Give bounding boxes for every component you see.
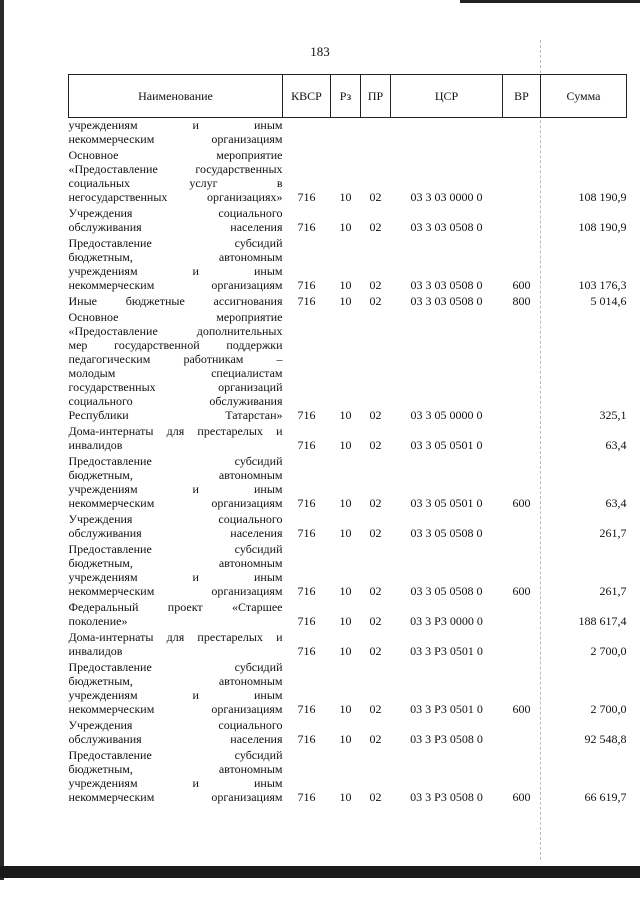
row-csr: 03 3 Р3 0000 0	[410, 614, 483, 628]
row-vr: 600	[512, 278, 531, 292]
row-kvsr: 716	[297, 190, 316, 204]
row-name-line: учреждениям и иным	[68, 776, 283, 790]
row-rz: 10	[339, 790, 352, 804]
row-name	[69, 234, 283, 292]
row-name-line: Федеральный проект «Старшее	[68, 600, 283, 614]
row-name-line: Дома-интернаты для престарелых и	[68, 630, 283, 644]
row-sum: 108 190,9	[578, 220, 627, 234]
row-rz: 10	[339, 190, 352, 204]
table-row	[69, 658, 627, 716]
row-kvsr: 716	[297, 278, 316, 292]
row-rz: 10	[339, 526, 352, 540]
row-sum: 63,4	[605, 496, 627, 510]
row-name-line: некоммерческим организациям	[68, 132, 283, 146]
row-vr	[503, 628, 541, 658]
row-csr: 03 3 05 0501 0	[410, 438, 483, 452]
table-row	[69, 146, 627, 204]
row-name-line: обслуживания населения	[68, 732, 283, 746]
row-name-line: некоммерческим организациям	[68, 584, 283, 598]
row-sum: 261,7	[599, 526, 627, 540]
row-name-line: бюджетным, автономным	[68, 762, 283, 776]
row-name-line: Основное мероприятие	[68, 310, 283, 324]
row-name-line: некоммерческим организациям	[68, 702, 283, 716]
row-csr: 03 3 05 0508 0	[410, 526, 483, 540]
row-vr: 600	[512, 702, 531, 716]
row-pr: 02	[369, 584, 382, 598]
row-csr: 03 3 03 0508 0	[410, 220, 483, 234]
row-rz: 10	[339, 278, 352, 292]
row-name-line: обслуживания населения	[68, 220, 283, 234]
table-row	[69, 292, 627, 308]
row-vr	[503, 598, 541, 628]
row-pr: 02	[369, 408, 382, 422]
row-name-line: Иные бюджетные ассигнования	[68, 294, 283, 308]
row-rz: 10	[339, 584, 352, 598]
table-body	[69, 118, 627, 805]
row-kvsr: 716	[297, 408, 316, 422]
row-pr: 02	[369, 220, 382, 234]
row-name-line: Предоставление субсидий	[68, 748, 283, 762]
row-name-line: Предоставление субсидий	[68, 660, 283, 674]
row-name-line: учреждениям и иным	[68, 118, 283, 132]
row-csr: 03 3 03 0508 0	[410, 294, 483, 308]
row-sum: 5 014,6	[590, 294, 627, 308]
row-sum: 261,7	[599, 584, 627, 598]
row-name-line: государственных организаций	[68, 380, 283, 394]
row-vr: 600	[512, 790, 531, 804]
header-rz: Рз	[331, 75, 361, 118]
row-name-line: «Предоставление дополнительных	[68, 324, 283, 338]
row-kvsr: 716	[297, 294, 316, 308]
row-pr: 02	[369, 278, 382, 292]
row-name-line: Республики Татарстан»	[68, 408, 283, 422]
row-name-line: некоммерческим организациям	[68, 496, 283, 510]
table-row	[69, 118, 627, 147]
row-pr: 02	[369, 526, 382, 540]
row-name	[69, 510, 283, 540]
row-kvsr: 716	[297, 496, 316, 510]
table-row	[69, 234, 627, 292]
page-number: 183	[310, 44, 330, 59]
row-name-line: мер государственной поддержки	[68, 338, 283, 352]
row-kvsr: 716	[297, 220, 316, 234]
row-name-line: Учреждения социального	[68, 512, 283, 526]
row-rz: 10	[339, 702, 352, 716]
table-row	[69, 308, 627, 422]
row-vr: 600	[512, 584, 531, 598]
header-name: Наименование	[69, 75, 283, 118]
row-rz: 10	[339, 496, 352, 510]
row-name-line: Учреждения социального	[68, 718, 283, 732]
table-row	[69, 452, 627, 510]
header-sum: Сумма	[541, 75, 627, 118]
row-name-line: «Предоставление государственных	[68, 162, 283, 176]
table-row	[69, 598, 627, 628]
row-vr	[503, 308, 541, 422]
row-kvsr: 716	[297, 790, 316, 804]
scan-bottom-edge	[0, 866, 640, 878]
row-name-line: Учреждения социального	[68, 206, 283, 220]
row-sum: 108 190,9	[578, 190, 627, 204]
row-pr: 02	[369, 790, 382, 804]
scan-top-mark	[460, 0, 640, 3]
row-vr	[503, 146, 541, 204]
row-name-line: бюджетным, автономным	[68, 674, 283, 688]
row-name-line: социальных услуг в	[68, 176, 283, 190]
row-kvsr: 716	[297, 584, 316, 598]
table-row	[69, 422, 627, 452]
row-name	[69, 658, 283, 716]
row-rz: 10	[339, 220, 352, 234]
row-csr: 03 3 05 0501 0	[410, 496, 483, 510]
row-name	[69, 598, 283, 628]
row-vr	[503, 118, 541, 147]
row-pr: 02	[369, 614, 382, 628]
row-sum	[541, 118, 627, 147]
row-pr: 02	[369, 496, 382, 510]
row-kvsr	[283, 118, 331, 147]
row-name-line: инвалидов	[68, 644, 123, 658]
row-vr	[503, 716, 541, 746]
row-name-line: бюджетным, автономным	[68, 250, 283, 264]
row-pr: 02	[369, 644, 382, 658]
row-csr: 03 3 Р3 0508 0	[410, 732, 483, 746]
row-sum: 66 619,7	[584, 790, 627, 804]
row-name-line: поколение»	[68, 614, 128, 628]
row-pr: 02	[369, 702, 382, 716]
row-name-line: инвалидов	[68, 438, 123, 452]
row-name-line: Предоставление субсидий	[68, 542, 283, 556]
row-sum: 2 700,0	[590, 644, 627, 658]
row-csr	[391, 118, 503, 147]
row-rz: 10	[339, 294, 352, 308]
row-kvsr: 716	[297, 438, 316, 452]
row-name	[69, 308, 283, 422]
header-vr: ВР	[503, 75, 541, 118]
budget-table	[68, 74, 627, 804]
row-name-line: учреждениям и иным	[68, 482, 283, 496]
row-name	[69, 746, 283, 804]
scan-left-edge	[0, 0, 4, 880]
header-pr: ПР	[361, 75, 391, 118]
table-row	[69, 628, 627, 658]
table-header-row	[69, 75, 627, 118]
table-row	[69, 746, 627, 804]
row-name	[69, 146, 283, 204]
row-name	[69, 452, 283, 510]
row-name	[69, 292, 283, 308]
row-csr: 03 3 Р3 0501 0	[410, 644, 483, 658]
row-name-line: бюджетным, автономным	[68, 468, 283, 482]
row-name	[69, 628, 283, 658]
header-kvsr: КВСР	[283, 75, 331, 118]
row-vr	[503, 422, 541, 452]
table-row	[69, 204, 627, 234]
row-rz: 10	[339, 732, 352, 746]
row-csr: 03 3 03 0000 0	[410, 190, 483, 204]
row-kvsr: 716	[297, 614, 316, 628]
row-kvsr: 716	[297, 526, 316, 540]
row-name-line: Предоставление субсидий	[68, 454, 283, 468]
row-pr: 02	[369, 732, 382, 746]
row-name-line: некоммерческим организациям	[68, 278, 283, 292]
row-sum: 103 176,3	[578, 278, 627, 292]
row-sum: 63,4	[605, 438, 627, 452]
row-csr: 03 3 03 0508 0	[410, 278, 483, 292]
row-name-line: бюджетным, автономным	[68, 556, 283, 570]
row-name-line: учреждениям и иным	[68, 570, 283, 584]
row-name-line: социального обслуживания	[68, 394, 283, 408]
row-name	[69, 118, 283, 147]
row-name-line: обслуживания населения	[68, 526, 283, 540]
row-vr	[503, 204, 541, 234]
table-row	[69, 510, 627, 540]
row-rz: 10	[339, 438, 352, 452]
row-rz: 10	[339, 644, 352, 658]
row-name-line: Дома-интернаты для престарелых и	[68, 424, 283, 438]
row-vr	[503, 510, 541, 540]
row-sum: 188 617,4	[578, 614, 627, 628]
row-kvsr: 716	[297, 732, 316, 746]
row-pr: 02	[369, 294, 382, 308]
row-sum: 2 700,0	[590, 702, 627, 716]
row-rz: 10	[339, 408, 352, 422]
row-csr: 03 3 05 0508 0	[410, 584, 483, 598]
row-name-line: молодым специалистам	[68, 366, 283, 380]
row-vr: 600	[512, 496, 531, 510]
row-csr: 03 3 05 0000 0	[410, 408, 483, 422]
row-kvsr: 716	[297, 702, 316, 716]
row-csr: 03 3 Р3 0501 0	[410, 702, 483, 716]
row-name-line: Предоставление субсидий	[68, 236, 283, 250]
row-name	[69, 716, 283, 746]
row-name-line: учреждениям и иным	[68, 264, 283, 278]
row-pr: 02	[369, 438, 382, 452]
row-name-line: негосударственных организациях»	[68, 190, 283, 204]
row-name	[69, 422, 283, 452]
header-csr: ЦСР	[391, 75, 503, 118]
row-name-line: учреждениям и иным	[68, 688, 283, 702]
row-pr	[361, 118, 391, 147]
row-name	[69, 540, 283, 598]
table-row	[69, 716, 627, 746]
row-name-line: некоммерческим организациям	[68, 790, 283, 804]
row-sum: 325,1	[599, 408, 627, 422]
row-rz: 10	[339, 614, 352, 628]
table-row	[69, 540, 627, 598]
row-name-line: Основное мероприятие	[68, 148, 283, 162]
row-rz	[331, 118, 361, 147]
row-name-line: педагогическим работникам –	[68, 352, 283, 366]
row-name	[69, 204, 283, 234]
row-sum: 92 548,8	[584, 732, 627, 746]
row-csr: 03 3 Р3 0508 0	[410, 790, 483, 804]
row-vr: 800	[512, 294, 531, 308]
row-kvsr: 716	[297, 644, 316, 658]
row-pr: 02	[369, 190, 382, 204]
